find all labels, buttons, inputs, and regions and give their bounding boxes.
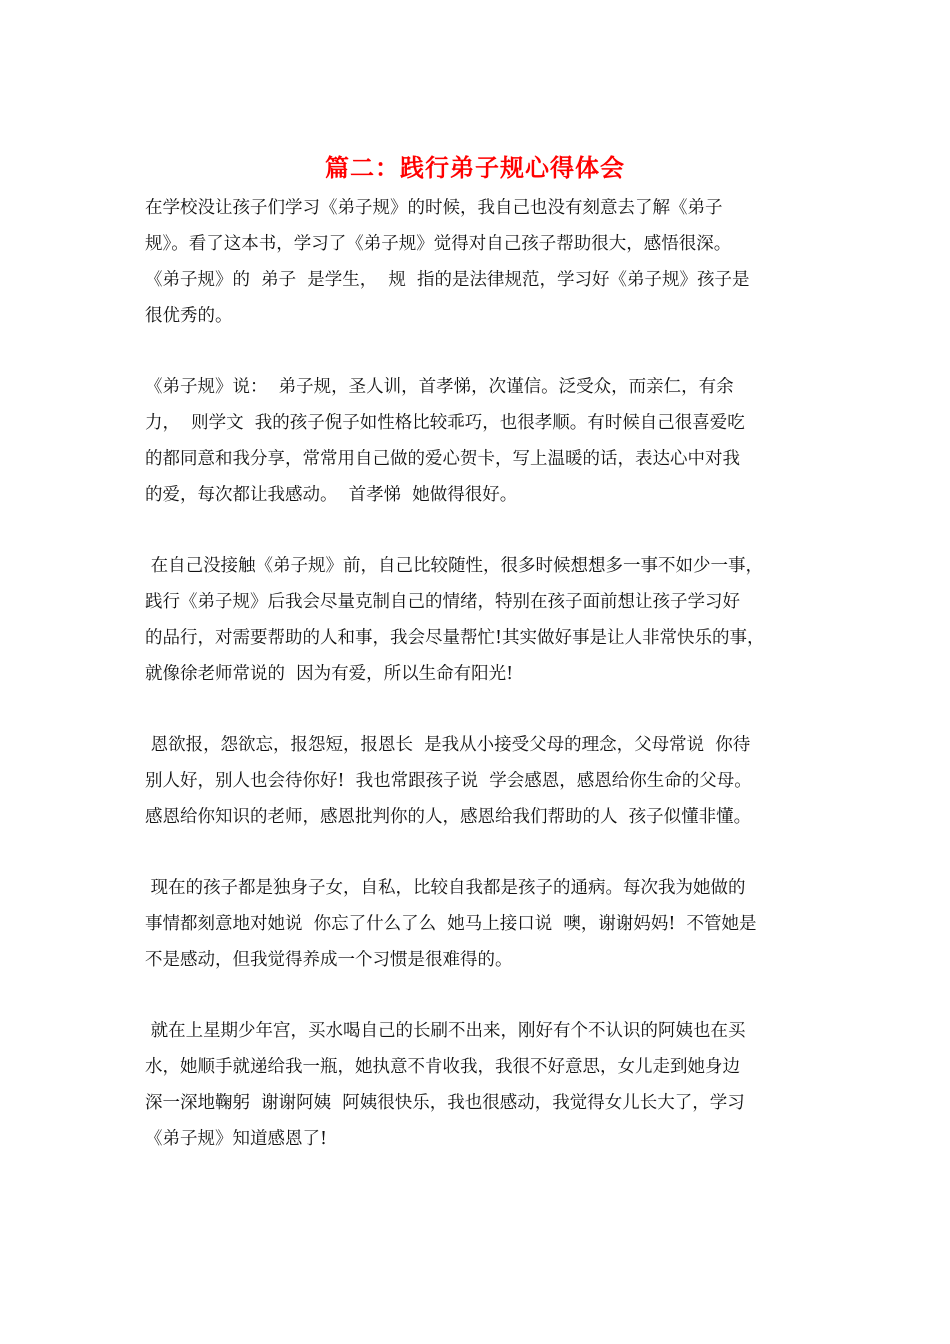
text-line: 事情都刻意地对她说 你忘了什么了么 她马上接口说 噢，谢谢妈妈! 不管她是 bbox=[145, 914, 757, 934]
paragraph bbox=[145, 190, 817, 334]
text-line: 水，她顺手就递给我一瓶，她执意不肯收我，我很不好意思，女儿走到她身边 bbox=[145, 1057, 740, 1077]
paragraph bbox=[145, 1013, 817, 1157]
text-line: 就像徐老师常说的 因为有爱，所以生命有阳光! bbox=[145, 664, 514, 684]
document-title: 篇二：践行弟子规心得体会 bbox=[325, 153, 625, 182]
text-line: 在学校没让孩子们学习《弟子规》的时候，我自己也没有刻意去了解《弟子 bbox=[145, 198, 723, 218]
text-line: 力， 则学文 我的孩子倪子如性格比较乖巧，也很孝顺。有时候自己很喜爱吃 bbox=[145, 413, 745, 433]
text-line: 的都同意和我分享，常常用自己做的爱心贺卡，写上温暖的话，表达心中对我 bbox=[145, 449, 740, 469]
text-line: 很优秀的。 bbox=[145, 306, 233, 326]
text-line: 现在的孩子都是独身子女，自私，比较自我都是孩子的通病。每次我为她做的 bbox=[145, 878, 746, 898]
text-line: 别人好，别人也会待你好! 我也常跟孩子说 学会感恩，感恩给你生命的父母。 bbox=[145, 771, 752, 791]
paragraph bbox=[145, 870, 817, 978]
text-line: 恩欲报，怨欲忘，报怨短，报恩长 是我从小接受父母的理念，父母常说 你待 bbox=[145, 735, 751, 755]
text-line: 深一深地鞠躬 谢谢阿姨 阿姨很快乐，我也很感动，我觉得女儿长大了，学习 bbox=[145, 1093, 745, 1113]
text-line: 不是感动，但我觉得养成一个习惯是很难得的。 bbox=[145, 950, 513, 970]
text-line: 感恩给你知识的老师，感恩批判你的人，感恩给我们帮助的人 孩子似懂非懂。 bbox=[145, 807, 752, 827]
document-body bbox=[145, 190, 817, 1192]
paragraph bbox=[145, 727, 817, 835]
paragraph bbox=[145, 369, 817, 513]
text-line: 践行《弟子规》后我会尽量克制自己的情绪，特别在孩子面前想让孩子学习好 bbox=[145, 592, 740, 612]
text-line: 就在上星期少年宫，买水喝自己的长刷不出来，刚好有个不认识的阿姨也在买 bbox=[145, 1021, 746, 1041]
paragraph bbox=[145, 548, 817, 692]
text-line: 的爱，每次都让我感动。 首孝悌 她做得很好。 bbox=[145, 485, 518, 505]
text-line: 《弟子规》知道感恩了! bbox=[145, 1129, 328, 1149]
text-line: 的品行，对需要帮助的人和事，我会尽量帮忙!其实做好事是让人非常快乐的事， bbox=[145, 628, 765, 648]
text-line: 规》。看了这本书，学习了《弟子规》觉得对自己孩子帮助很大，感悟很深。 bbox=[145, 234, 732, 254]
text-line: 《弟子规》说： 弟子规，圣人训，首孝悌，次谨信。泛受众，而亲仁，有余 bbox=[145, 377, 734, 397]
text-line: 《弟子规》的 弟子 是学生， 规 指的是法律规范，学习好《弟子规》孩子是 bbox=[145, 270, 750, 290]
text-line: 在自己没接触《弟子规》前，自己比较随性，很多时候想想多一事不如少一事， bbox=[145, 556, 764, 576]
